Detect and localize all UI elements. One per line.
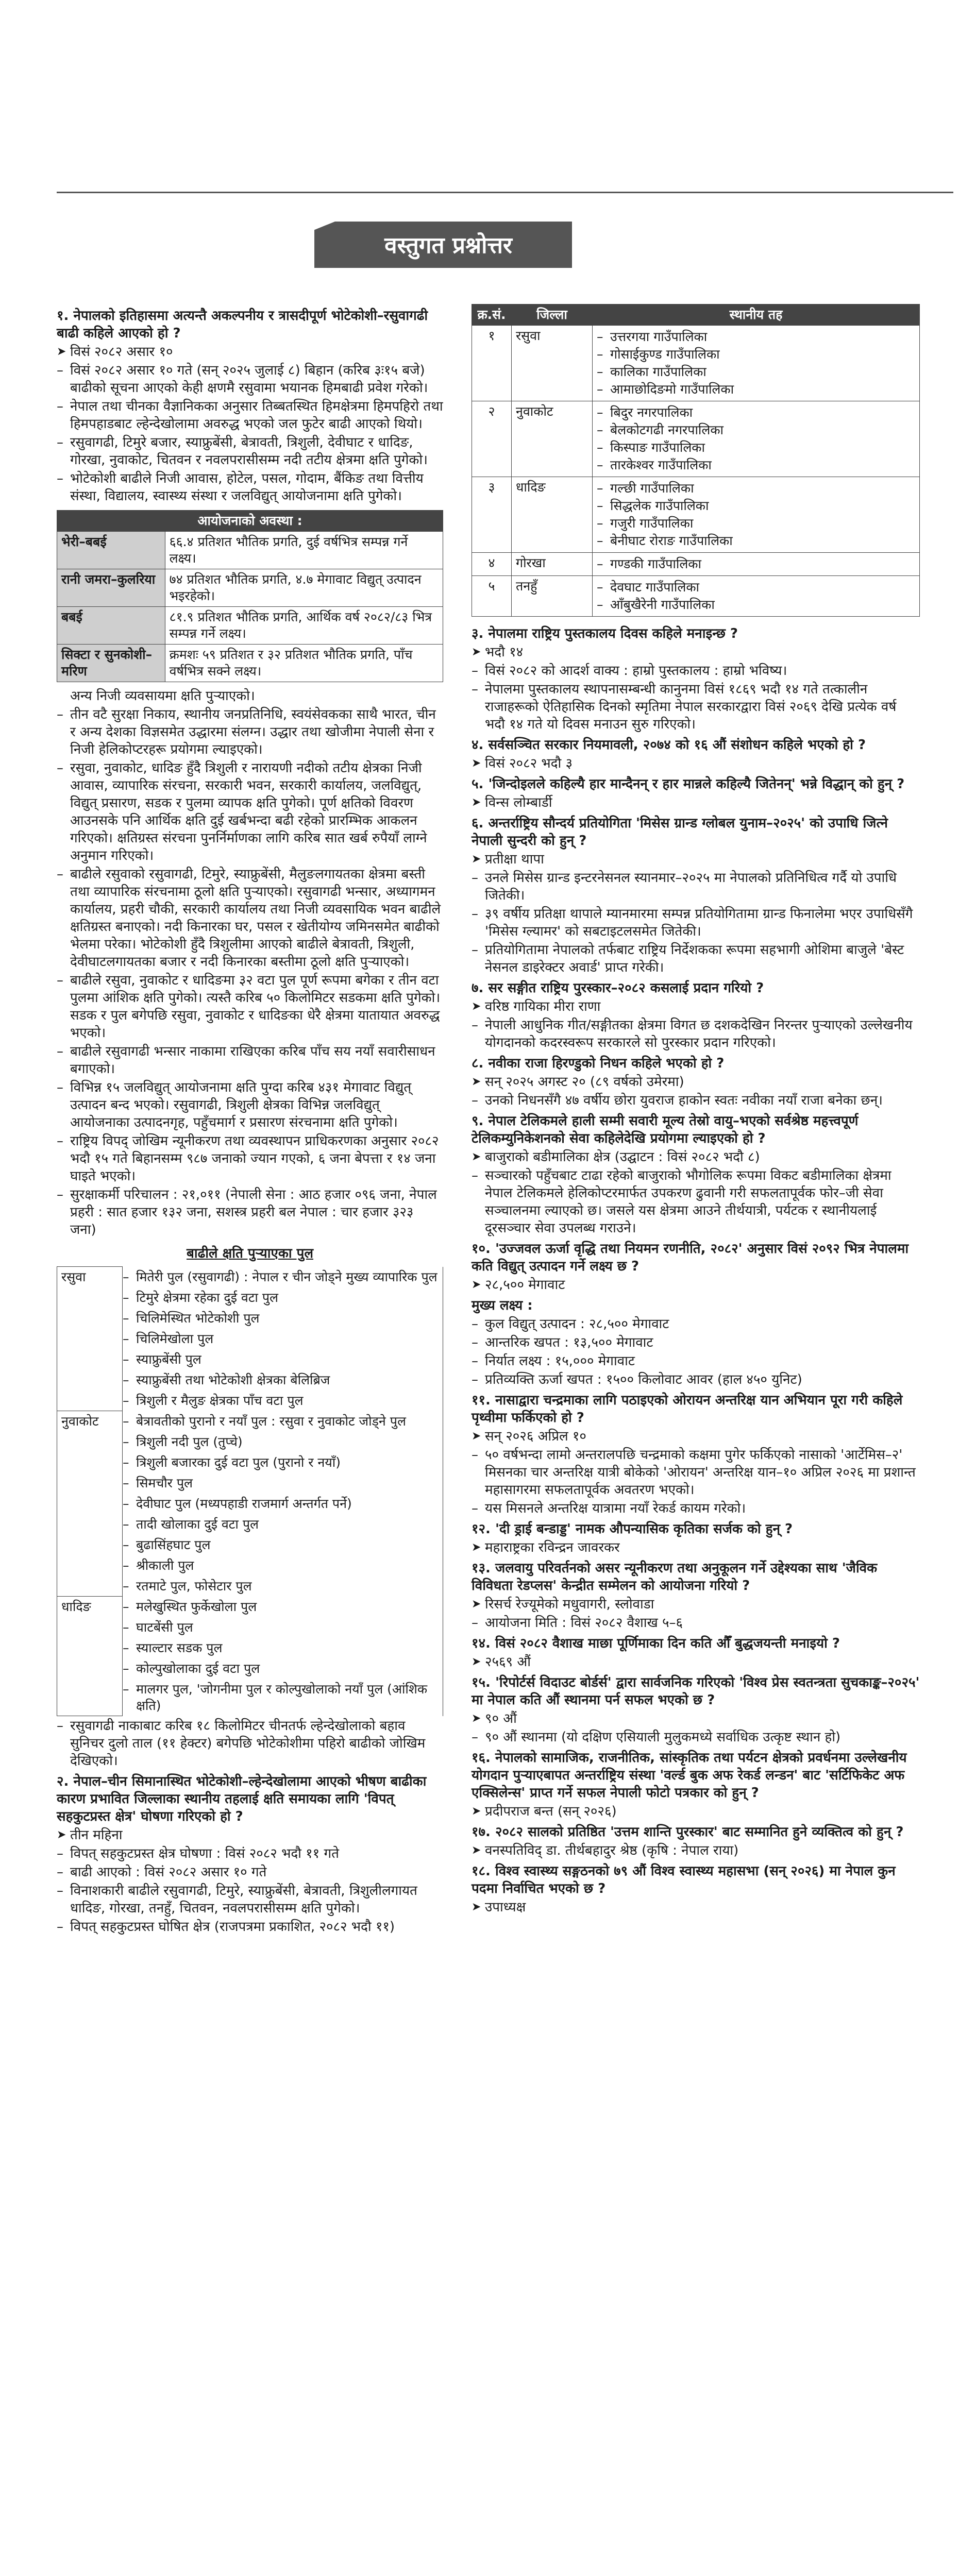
- answer-1: ➤ विसं २०८२ असार १०: [57, 343, 443, 361]
- project-progress: ७४ प्रतिशत भौतिक प्रगति, ४.७ मेगावाट विद्युत् उत्पादन भइरहेको।: [165, 569, 443, 607]
- bridge-name: – त्रिशुली बजारका दुई वटा पुल (पुरानो र नयाँ): [123, 1452, 443, 1473]
- bridge-name: – मालगर पुल, 'जोगनीमा पुल र कोल्पुखोलाको नयाँ पुल (आंशिक क्षति): [123, 1679, 443, 1716]
- qa-block-2: [472, 1392, 920, 1916]
- left-column: [57, 304, 443, 1937]
- row-local-levels: [593, 553, 920, 576]
- bridge-table-title: बाढीले क्षति पुऱ्याएका पुल: [186, 1246, 314, 1261]
- question: १३. जलवायु परिवर्तनको असर न्यूनीकरण तथा अनुकूलन गर्ने उद्देश्यका साथ 'जैविक विविधता रेडप्लस' केन्द्रीत सम्मेलन को आयोजना गरियो ?: [472, 1561, 878, 1594]
- target-item: – प्रतिव्यक्ति ऊर्जा खपत : १५०० किलोवाट आवर (हाल ४५० युनिट): [472, 1371, 920, 1388]
- answer-line: – ९० औं स्थानमा (यो दक्षिण एसियाली मुलुकमध्ये सर्वाधिक उत्कृष्ट स्थान हो): [472, 1728, 920, 1746]
- local-level-row: [472, 326, 920, 401]
- answer-line: – उनले मिसेस ग्रान्ड इन्टरनेसनल स्यानमार–२०२५ मा नेपालको प्रतिनिधित्व गर्दै यो उपाधि जितेकी।: [472, 869, 920, 904]
- answer-line: – ५० वर्षभन्दा लामो अन्तरालपछि चन्द्रमाको कक्षमा पुगेर फर्किएको नासाको 'आर्टेमिस–२' मिसनका चार अन्तरिक्ष यात्री बोकेको 'ओरायन' अन्तरिक्ष यान–१० अप्रिल २०२६ मा प्रशान्त महासागरमा सफलतापूर्वक अवतरण भएको।: [472, 1446, 920, 1499]
- answer: ➤ बाजुराको बडीमालिका क्षेत्र (उद्घाटन : विसं २०८२ भदौ ८): [472, 1148, 920, 1166]
- answer-line: – भोटेकोशी बाढीले निजी आवास, होटेल, पसल, गोदाम, बैंकिङ तथा वित्तीय संस्था, विद्यालय, स्वास्थ्य संस्था र जलविद्युत् आयोजनामा क्षति पुगेको।: [57, 470, 443, 505]
- impact-item: – विभिन्न १५ जलविद्युत् आयोजनामा क्षति पुग्दा करिब ४३१ मेगावाट विद्युत् उत्पादन बन्द भएको। रसुवागढी, त्रिशुली क्षेत्रका विभिन्न जलविद्युत् आयोजनाका उत्पादनगृह, पहुँचमार्ग र प्रसारण संरचनामा क्षति पुगेको।: [57, 1079, 443, 1131]
- paragraph-other-loss: अन्य निजी व्यवसायमा क्षति पुऱ्याएको।: [70, 688, 255, 704]
- section-heading: [314, 222, 572, 268]
- local-level-row: [472, 576, 920, 617]
- local-level-name: – उत्तरगया गाउँपालिका: [597, 329, 915, 345]
- row-local-levels: [593, 326, 920, 401]
- local-level-row: [472, 401, 920, 477]
- answer: ➤ वनस्पतिविद् डा. तीर्थबहादुर श्रेष्ठ (कृषि : नेपाल राया): [472, 1842, 920, 1859]
- answer-line: – यस मिसनले अन्तरिक्ष यात्रामा नयाँ रेकर्ड कायम गरेको।: [472, 1500, 920, 1517]
- answer: ➤ वरिष्ठ गायिका मीरा राणा: [472, 998, 920, 1015]
- project-name: रानी जमरा–कुलरिया: [57, 569, 165, 607]
- project-row: [57, 569, 443, 607]
- bridge-name: – देवीघाट पुल (मध्यपहाडी राजमार्ग अन्तर्गत पर्ने): [123, 1494, 443, 1514]
- project-progress: क्रमशः ५९ प्रतिशत र ३२ प्रतिशत भौतिक प्रगति, पाँच वर्षभित्र सक्ने लक्ष्य।: [165, 645, 443, 682]
- answer: ➤ २५६९ औं: [472, 1653, 920, 1671]
- question: ७. सर सङ्गीत राष्ट्रिय पुरस्कार–२०८२ कसलाई प्रदान गरियो ?: [472, 980, 764, 996]
- bridge-district: रसुवा: [57, 1267, 123, 1411]
- row-local-levels: [593, 576, 920, 617]
- bridge-name: – मलेखुस्थित फुर्केखोला पुल: [123, 1597, 443, 1617]
- row-district: गोरखा: [512, 553, 593, 576]
- qa-block-1: [472, 625, 920, 1294]
- answer: ➤ सन् २०२५ अगस्ट २० (८९ वर्षको उमेरमा): [472, 1073, 920, 1091]
- project-row: [57, 532, 443, 569]
- answer-line: – नेपालमा पुस्तकालय स्थापनासम्बन्धी कानुनमा विसं १८६९ भदौ १४ गते तत्कालीन राजाहरूको ऐतिहासिक दिनको स्मृतिमा नेपाल सरकारद्वारा विसं २०६९ देखि प्रत्येक वर्ष भदौ १४ गते यो दिवस मनाउन सुरु गरिएको।: [472, 681, 920, 733]
- damaged-bridges-table: [57, 1266, 443, 1716]
- answer: ➤ सन् २०२६ अप्रिल १०: [472, 1428, 920, 1445]
- impact-item: – सुरक्षाकर्मी परिचालन : २१,०११ (नेपाली सेना : आठ हजार ०९६ जना, नेपाल प्रहरी : सात हजार १३२ जना, सशस्त्र प्रहरी बल नेपाल : चार हजार ३२३ जना): [57, 1186, 443, 1239]
- targets-list: [472, 1315, 920, 1388]
- targets-title: मुख्य लक्ष्य :: [472, 1298, 533, 1313]
- question-1: १. नेपालको इतिहासमा अत्यन्तै अकल्पनीय र त्रासदीपूर्ण भोटेकोशी–रसुवागढी बाढी कहिले आएको हो ?: [57, 308, 428, 341]
- local-level-row: [472, 477, 920, 553]
- bridge-district: धादिङ: [57, 1597, 123, 1716]
- bridge-district: नुवाकोट: [57, 1411, 123, 1597]
- row-local-levels: [593, 401, 920, 477]
- target-item: – कुल विद्युत् उत्पादन : २८,५०० मेगावाट: [472, 1315, 920, 1333]
- bridge-name: – स्याफ्रुबेंसी तथा भोटेकोशी क्षेत्रका बेलिब्रिज: [123, 1370, 443, 1391]
- project-status-header: आयोजनाको अवस्था :: [57, 511, 443, 532]
- table-header-cell: जिल्ला: [512, 304, 593, 326]
- answer-line: – विसं २०८२ असार १० गते (सन् २०२५ जुलाई ८) बिहान (करिब ३ः१५ बजे) बाढीको सूचना आएको केही क्षणमै रसुवामा भयानक हिमबाढी प्रवेश गरेको।: [57, 362, 443, 397]
- page-top-rule: [57, 192, 953, 193]
- local-level-name: – आमाछोदिङमो गाउँपालिका: [597, 381, 915, 398]
- answer-line: – उनको निधनसँगै ४७ वर्षीय छोरा युवराज हाकोन स्वतः नवीका नयाँ राजा बनेका छन्।: [472, 1092, 920, 1109]
- local-level-name: – बेनीघाट रोराङ गाउँपालिका: [597, 533, 915, 549]
- bridge-name: – घाटबेंसी पुल: [123, 1617, 443, 1638]
- answer-line: – आयोजना मिति : विसं २०८२ वैशाख ५–६: [472, 1614, 920, 1632]
- answer-2-details: [57, 1845, 443, 1936]
- answer-line: – ३९ वर्षीय प्रतिक्षा थापाले म्यानमारमा सम्पन्न प्रतियोगितामा ग्रान्ड फिनालेमा भएर उपाधिसँगै 'मिसेस ग्ल्यामर' को सबटाइटलसमेत जितेकी।: [472, 905, 920, 940]
- local-level-name: – किस्पाङ गाउँपालिका: [597, 439, 915, 456]
- bridge-row: [57, 1267, 443, 1287]
- flood-impact-list: [57, 706, 443, 1239]
- row-serial: १: [472, 326, 512, 401]
- question: ११. नासाद्वारा चन्द्रमाका लागि पठाइएको ओरायन अन्तरिक्ष यान अभियान पूरा गरी कहिले पृथ्वीमा फर्किएको हो ?: [472, 1393, 903, 1426]
- bridge-name: – त्रिशुली नदी पुल (तुप्चे): [123, 1432, 443, 1452]
- bridge-name: – मितेरी पुल (रसुवागढी) : नेपाल र चीन जोड्ने मुख्य व्यापारिक पुल: [123, 1267, 443, 1287]
- answer: ➤ भदौ १४: [472, 643, 920, 661]
- bridge-name: – बुढासिंहघाट पुल: [123, 1535, 443, 1555]
- question: ३. नेपालमा राष्ट्रिय पुस्तकालय दिवस कहिले मनाइन्छ ?: [472, 626, 738, 641]
- target-item: – आन्तरिक खपत : १३,५०० मेगावाट: [472, 1334, 920, 1351]
- answer-line: – नेपाली आधुनिक गीत/सङ्गीतका क्षेत्रमा विगत छ दशकदेखिन निरन्तर पुऱ्याएको उल्लेखनीय योगदानको कदरस्वरूप सरकारले सो पुरस्कार प्रदान गरिएको।: [472, 1016, 920, 1052]
- answer: ➤ प्रदीपराज बन्त (सन् २०२६): [472, 1803, 920, 1820]
- bridge-name: – रतमाटे पुल, फोसेटार पुल: [123, 1576, 443, 1597]
- question: ५. 'जिन्दोइलले कहिल्यै हार मान्दैनन् र हार मान्नले कहिल्यै जितेनन्' भन्ने विद्धान् को हुन् ?: [472, 776, 905, 792]
- bridge-name: – त्रिशुली र मैलुङ क्षेत्रका पाँच वटा पुल: [123, 1391, 443, 1411]
- local-level-name: – गल्छी गाउँपालिका: [597, 480, 915, 497]
- answer: ➤ ९० औं: [472, 1710, 920, 1727]
- impact-item: – राष्ट्रिय विपद् जोखिम न्यूनीकरण तथा व्यवस्थापन प्राधिकरणका अनुसार २०८२ भदौ १५ गते बिहानसम्म ९८७ जनाको ज्यान गएको, ६ जना बेपत्ता र १४ जना घाइते भएको।: [57, 1132, 443, 1185]
- local-levels-table: [472, 304, 920, 617]
- answer: ➤ विन्स लोम्बार्डी: [472, 794, 920, 811]
- answer: ➤ महाराष्ट्रका रविन्द्रन जावरकर: [472, 1539, 920, 1556]
- question: १५. 'रिपोर्टर्स विदाउट बोर्डर्स' द्वारा सार्वजनिक गरिएको 'विश्व प्रेस स्वतन्त्रता सुचकाङ्क–२०२५' मा नेपाल कति औं स्थानमा पर्न सफल भएको छ ?: [472, 1675, 920, 1708]
- answer: ➤ प्रतीक्षा थापा: [472, 851, 920, 868]
- impact-item: – बाढीले रसुवागढी भन्सार नाकामा राखिएका करिब पाँच सय नयाँ सवारीसाधन बगाएको।: [57, 1043, 443, 1078]
- bridge-name: – सिमचौर पुल: [123, 1473, 443, 1494]
- local-level-name: – आँबुखैरेनी गाउँपालिका: [597, 597, 915, 613]
- row-district: रसुवा: [512, 326, 593, 401]
- answer: ➤ रिसर्च रेज्यूमेको मधुवागरी, स्लोवाडा: [472, 1596, 920, 1613]
- answer-line: – नेपाल तथा चीनका वैज्ञानिकका अनुसार तिब्बतस्थित हिमक्षेत्रमा हिमपहिरो तथा हिमपहाडबाट ल्हेन्देखोलामा अवरुद्ध भएको जल फुटेर बाढी आएको थियो।: [57, 398, 443, 433]
- bridge-name: – चिलिमेखोला पुल: [123, 1329, 443, 1349]
- local-level-name: – देवघाट गाउँपालिका: [597, 579, 915, 596]
- bridge-name: – बेत्रावतीको पुरानो र नयाँ पुल : रसुवा र नुवाकोट जोड्ने पुल: [123, 1411, 443, 1432]
- local-level-name: – बिदुर नगरपालिका: [597, 404, 915, 421]
- bridge-name: – स्याल्टार सडक पुल: [123, 1638, 443, 1658]
- question: १४. विसं २०८२ वैशाख माछा पूर्णिमाका दिन कति औँ बुद्धजयन्ती मनाइयो ?: [472, 1636, 840, 1651]
- project-progress: ६६.४ प्रतिशत भौतिक प्रगति, दुई वर्षभित्र सम्पन्न गर्ने लक्ष्य।: [165, 532, 443, 569]
- bridge-name: – चिलिमेस्थित भोटेकोशी पुल: [123, 1308, 443, 1329]
- question: ८. नवीका राजा हिरण्डुको निधन कहिले भएको हो ?: [472, 1056, 725, 1071]
- impact-item: – रसुवा, नुवाकोट, धादिङ हुँदै त्रिशुली र नारायणी नदीको तटीय क्षेत्रका निजी आवास, व्यापारिक संरचना, सरकारी भवन, सरकारी कार्यालय, जलविद्युत्, विद्युत् प्रसारण, सडक र पुलमा व्यापक क्षति पुगेको। पूर्ण क्षतिको विवरण आउनसके पनि आर्थिक क्षति दुई खर्बभन्दा बढी रहेको प्रारम्भिक आकलन गरिएको। क्षतिग्रस्त संरचना पुनर्निर्माणका लागि करिब सात खर्ब रुपैयाँ लाग्ने अनुमान गरिएको।: [57, 759, 443, 865]
- table-header-cell: क्र.सं.: [472, 304, 512, 326]
- bridge-name: – कोल्पुखोलाका दुई वटा पुल: [123, 1658, 443, 1679]
- answer-line: – बाढी आएको : विसं २०८२ असार १० गते: [57, 1863, 443, 1881]
- question: ६. अन्तर्राष्ट्रिय सौन्दर्य प्रतियोगिता 'मिसेस ग्रान्ड ग्लोबल युनाम–२०२५' को उपाधि जित्ने नेपाली सुन्दरी को हुन् ?: [472, 816, 888, 849]
- local-level-name: – तारकेश्वर गाउँपालिका: [597, 457, 915, 473]
- answer: ➤ २८,५०० मेगावाट: [472, 1276, 920, 1294]
- question: १०. 'उज्जवल ऊर्जा वृद्धि तथा नियमन रणनीति, २०८२' अनुसार विसं २०९२ भित्र नेपालमा कति विद्युत् उत्पादन गर्ने लक्ष्य छ ?: [472, 1241, 909, 1274]
- lake-risk-list: [57, 1717, 443, 1770]
- local-level-name: – गोसाईकुण्ड गाउँपालिका: [597, 346, 915, 363]
- local-level-row: [472, 553, 920, 576]
- question: ९. नेपाल टेलिकमले हाली सम्मी सवारी मूल्य तेस्रो वायु–भएको सर्वश्रेष्ठ महत्त्वपूर्ण टेलिकम्युनिकेशनको सेवा कहिलेदेखि प्रयोगमा ल्याइएको हो ?: [472, 1113, 859, 1146]
- target-item: – निर्यात लक्ष्य : १५,००० मेगावाट: [472, 1352, 920, 1370]
- project-status-table: [57, 510, 443, 682]
- page-title: वस्तुगत प्रश्नोत्तर: [384, 232, 512, 259]
- row-district: धादिङ: [512, 477, 593, 553]
- project-name: बबई: [57, 607, 165, 645]
- local-level-name: – बेलकोटगढी नगरपालिका: [597, 422, 915, 438]
- bridge-name: – टिमुरे क्षेत्रमा रहेका दुई वटा पुल: [123, 1287, 443, 1308]
- bridge-row: [57, 1597, 443, 1617]
- row-serial: ३: [472, 477, 512, 553]
- project-row: [57, 607, 443, 645]
- bridge-row: [57, 1411, 443, 1432]
- question: ४. सर्वसञ्चित सरकार नियमावली, २०७४ को १६ औं संशोधन कहिले भएको हो ?: [472, 737, 866, 753]
- question-2: २. नेपाल–चीन सिमानास्थित भोटेकोशी–ल्हेन्देखोलामा आएको भीषण बाढीका कारण प्रभावित जिल्लाका स्थानीय तहलाई क्षति समायका लागि 'विपत् सहकुटप्रस्त क्षेत्र' घोषणा गरिएको हो ?: [57, 1774, 427, 1824]
- row-serial: ५: [472, 576, 512, 617]
- bridge-name: – स्याफ्रुबेंसी पुल: [123, 1349, 443, 1370]
- impact-item: – बाढीले रसुवा, नुवाकोट र धादिङमा ३२ वटा पुल पूर्ण रूपमा बगेका र तीन वटा पुलमा आंशिक क्षति पुगेको। त्यस्तै करिब ५० किलोमिटर सडकमा क्षति पुगेको। सडक र पुल बगेपछि रसुवा, नुवाकोट र धादिङका धेरै क्षेत्रमा यातायात अवरुद्ध भएको।: [57, 972, 443, 1042]
- question: १६. नेपालको सामाजिक, राजनीतिक, सांस्कृतिक तथा पर्यटन क्षेत्रको प्रवर्धनमा उल्लेखनीय योगदान पुऱ्याएबापत अन्तर्राष्ट्रिय संस्था 'वर्ल्ड बुक अफ रेकर्ड लन्डन' बाट 'सर्टिफिकेट अफ एक्सिलेन्स' प्राप्त गर्ने सफल नेपाली फोटो पत्रकार को हुन् ?: [472, 1750, 907, 1801]
- answer-line: – विपत् सहकुटप्रस्त घोषित क्षेत्र (राजपत्रमा प्रकाशित, २०८२ भदौ ११): [57, 1918, 443, 1936]
- row-serial: ४: [472, 553, 512, 576]
- local-level-name: – गजुरी गाउँपालिका: [597, 515, 915, 532]
- table-header-cell: स्थानीय तह: [593, 304, 920, 326]
- impact-item: – बाढीले रसुवाको रसुवागढी, टिमुरे, स्याफ्रुबेंसी, मैलुङलगायतका क्षेत्रमा बस्ती तथा व्यापारिक संरचनामा ठूलो क्षति पुऱ्याएको। रसुवागढी भन्सार, अध्यागमन कार्यालय, प्रहरी चौकी, सरकारी कार्यालय तथा निजी व्यवसायिक भवन बाढीले क्षतिग्रस्त बनाएको। नदी किनारका घर, पसल र खेतीयोग्य जमिनसमेत बाढीको भेलमा परेका। भोटेकोशी हुँदै त्रिशुलीमा आएको बाढीले बेत्रावती, त्रिशुली, देवीघाटलगायतका बजार र नदी किनारका बस्तीमा ठूलो क्षति पुऱ्याएको।: [57, 866, 443, 971]
- project-name: भेरी–बबई: [57, 532, 165, 569]
- question: १२. 'दी ड्राई बन्डाड्ड' नामक औपन्यासिक कृतिका सर्जक को हुन् ?: [472, 1521, 793, 1537]
- bridge-name: – श्रीकाली पुल: [123, 1555, 443, 1576]
- project-name: सिक्टा र सुनकोशी–मरिण: [57, 645, 165, 682]
- answer-line: – विसं २०८२ को आदर्श वाक्य : हाम्रो पुस्तकालय : हाम्रो भविष्य।: [472, 662, 920, 680]
- answer-line: – प्रतियोगितामा नेपालको तर्फबाट राष्ट्रिय निर्देशकका रूपमा सहभागी ओशिमा बाजुले 'बेस्ट नेसनल डाइरेक्टर अवार्ड' प्राप्त गरेकी।: [472, 941, 920, 976]
- answer-1-details: [57, 362, 443, 505]
- answer-line: – रसुवागढी, टिमुरे बजार, स्याफ्रुबेंसी, बेत्रावती, त्रिशुली, देवीघाट र धादिङ, गोरखा, नुवाकोट, चितवन र नवलपरासीसम्म नदी तटीय क्षेत्रमा क्षति पुगेको।: [57, 434, 443, 469]
- answer-line: – विपत् सहकुटप्रस्त क्षेत्र घोषणा : विसं २०८२ भदौ ११ गते: [57, 1845, 443, 1862]
- answer: ➤ विसं २०८२ भदौ ३: [472, 755, 920, 772]
- row-district: तनहुँ: [512, 576, 593, 617]
- local-level-name: – गण्डकी गाउँपालिका: [597, 556, 915, 572]
- row-serial: २: [472, 401, 512, 477]
- row-local-levels: [593, 477, 920, 553]
- row-district: नुवाकोट: [512, 401, 593, 477]
- answer: ➤ उपाध्यक्ष: [472, 1899, 920, 1916]
- project-progress: ८१.९ प्रतिशत भौतिक प्रगति, आर्थिक वर्ष २०८२/८३ भित्र सम्पन्न गर्ने लक्ष्य।: [165, 607, 443, 645]
- right-column: [472, 304, 920, 1916]
- answer-2: ➤ तीन महिना: [57, 1826, 443, 1844]
- question: १७. २०८२ सालको प्रतिष्ठित 'उत्तम शान्ति पुरस्कार' बाट सम्मानित हुने व्यक्तित्व को हुन् ?: [472, 1824, 904, 1840]
- local-level-name: – कालिका गाउँपालिका: [597, 364, 915, 380]
- bridge-name: – तादी खोलाका दुई वटा पुल: [123, 1514, 443, 1535]
- answer-line: – विनाशकारी बाढीले रसुवागढी, टिमुरे, स्याफ्रुबेंसी, बेत्रावती, त्रिशुलीलगायत धादिङ, गोरखा, तनहुँ, चितवन, नवलपरासीसम्म क्षति पुगेको।: [57, 1882, 443, 1917]
- answer-line: – सञ्चारको पहुँचबाट टाढा रहेको बाजुराको भौगोलिक रूपमा विकट बडीमालिका क्षेत्रमा नेपाल टेलिकमले हेलिकोप्टरमार्फत उपकरण ढुवानी गरी सफलतापूर्वक फोर–जी सेवा सञ्चालनमा ल्याएको छ। जसले यस क्षेत्रमा आउने तीर्थयात्री, पर्यटक र स्थानीयलाई दूरसञ्चार सेवा उपलब्ध गराउने।: [472, 1167, 920, 1237]
- local-level-name: – सिद्धलेक गाउँपालिका: [597, 498, 915, 514]
- local-levels-header-row: [472, 304, 920, 326]
- impact-item: – तीन वटै सुरक्षा निकाय, स्थानीय जनप्रतिनिधि, स्वयंसेवकका साथै भारत, चीन र अन्य देशका विज्ञसमेत उद्धारमा संलग्न। उद्धार तथा खोजीमा नेपाली सेना र निजी हेलिकोप्टरहरू प्रयोगमा ल्याइएको।: [57, 706, 443, 758]
- risk-item: – रसुवागढी नाकाबाट करिब १८ किलोमिटर चीनतर्फ ल्हेन्देखोलाको बहाव सुनिचर दुलो ताल (११ हेक्टर) बगेपछि भोटेकोशीमा पहिरो बाढीको जोखिम देखिएको।: [57, 1717, 443, 1770]
- question: १८. विश्व स्वास्थ्य सङ्गठनको ७९ औं विश्व स्वास्थ्य महासभा (सन् २०२६) मा नेपाल कुन पदमा निर्वाचित भएको छ ?: [472, 1863, 896, 1896]
- project-row: [57, 645, 443, 682]
